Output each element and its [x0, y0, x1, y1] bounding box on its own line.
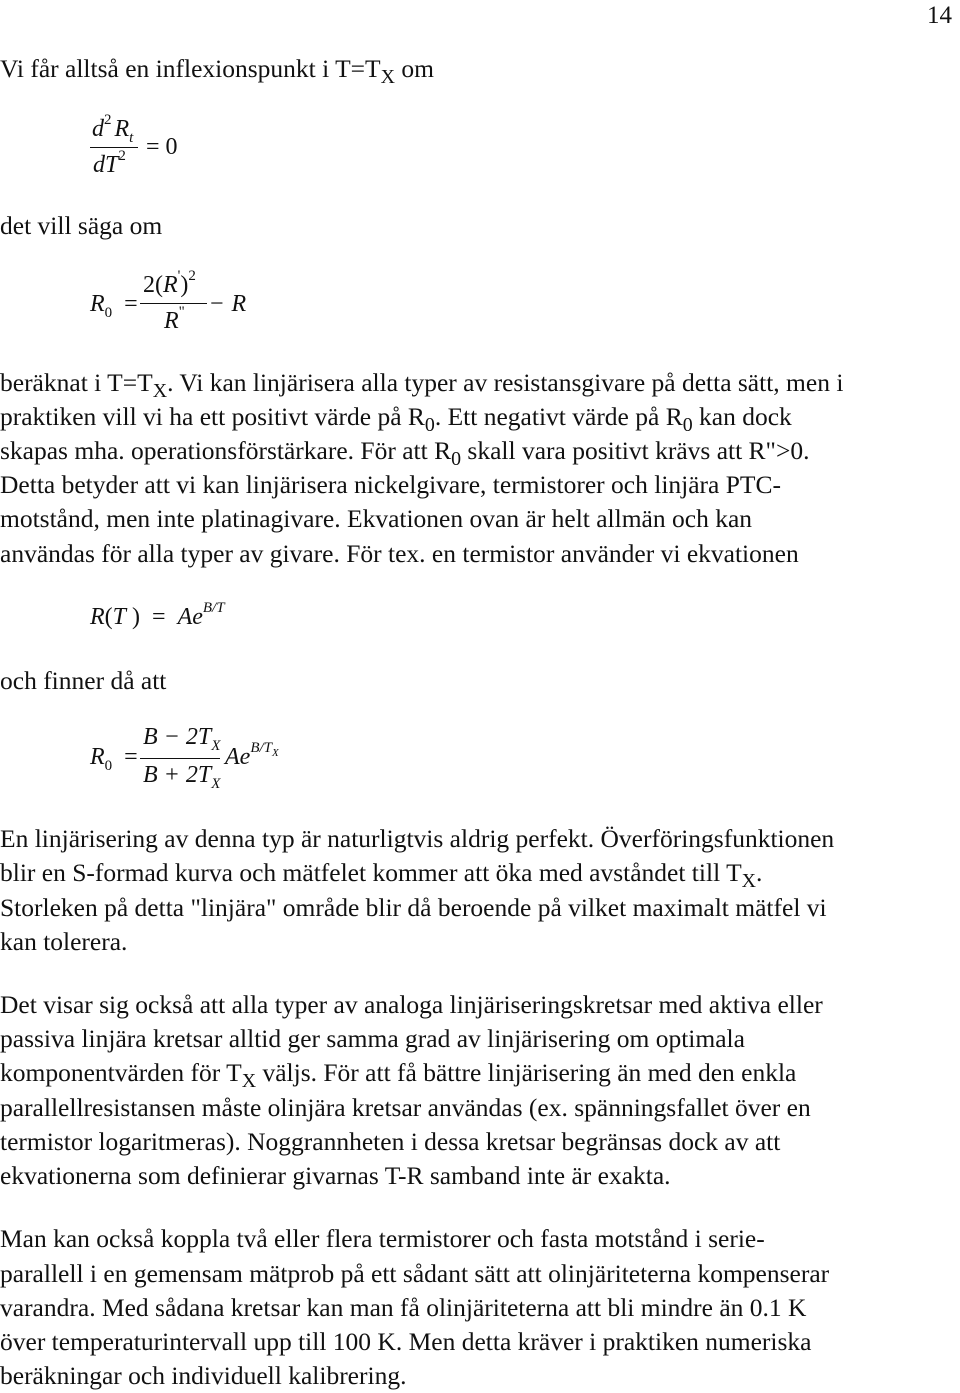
p5-line-3: Storleken på detta "linjära" område blir då beroende på vilket maximalt mätfel vi	[0, 893, 827, 922]
and-find-line: och finner då att	[0, 666, 167, 695]
p5-line-4: kan tolerera.	[0, 927, 128, 956]
p6-line-2: passiva linjära kretsar alltid ger samma grad av linjärisering om optimala	[0, 1024, 745, 1053]
p6-line-5: termistor logaritmeras). Noggrannheten i dessa kretsar begränsas dock av att	[0, 1127, 781, 1156]
p3-line-1: beräknat i $T=T_X$. Vi kan linjärisera alla typer av resistansgivare på detta sätt, men i	[0, 368, 844, 402]
eq2-fraction-bar	[140, 303, 207, 304]
p3-line-6: användas för alla typer av givare. För tex. en termistor använder vi ekvationen	[0, 539, 799, 568]
p3-line-5: motstånd, men inte platinagivare. Ekvationen ovan är helt allmän och kan	[0, 504, 753, 533]
p7-line-5: beräkningar och individuell kalibrering.	[0, 1361, 407, 1390]
p6-line-1: Det visar sig också att alla typer av analoga linjäriseringskretsar med aktiva eller	[0, 990, 823, 1019]
inflection-intro-line: Vi får alltså en inflexionspunkt i $T=T_X$ om	[0, 54, 434, 88]
eq4-fraction-bar	[140, 758, 220, 759]
p7-line-2: parallell i en gemensam mätprob på ett sådant sätt att olinjäriteterna kompenserar	[0, 1259, 830, 1288]
p3-line-4: Detta betyder att vi kan linjärisera nickelgivare, termistorer och linjära PTC-	[0, 470, 781, 499]
eq4-lhs: $R_0$ =	[90, 744, 138, 774]
page-number: 14	[927, 2, 952, 29]
p5-line-1: En linjärisering av denna typ är naturligtvis aldrig perfekt. Överföringsfunktionen	[0, 824, 835, 853]
eq2-lhs: $R_0$ =	[90, 291, 138, 321]
eq1-numerator: $d^2$ $R_t$	[92, 112, 134, 146]
eq2-numerator: $2(R')^2$	[143, 268, 196, 298]
eq1-rhs: = 0	[146, 134, 178, 160]
p6-line-3: komponentvärden för $T_X$ väljs. För att få bättre linjärisering än med den enkla	[0, 1058, 797, 1092]
p7-line-4: över temperaturintervall upp till 100 K. Men detta kräver i praktiken numeriska	[0, 1327, 812, 1356]
eq4-denominator: $B + 2T_X$	[143, 762, 221, 792]
eq1-denominator: $dT^2$	[93, 148, 126, 178]
p7-line-1: Man kan också koppla två eller flera termistorer och fasta motstånd i serie-	[0, 1224, 765, 1253]
p3-line-2: praktiken vill vi ha ett positivt värde på $R_0$. Ett negativt värde på $R_0$ kan dock	[0, 402, 792, 436]
p3-line-3: skapas mha. operationsförstärkare. För att $R_0$ skall vara positivt krävs att R">0.	[0, 436, 810, 470]
p6-line-6: ekvationerna som definierar givarnas T-R samband inte är exakta.	[0, 1161, 671, 1190]
eq3-expression: R(T ) = $Ae^{B/T}$	[90, 600, 225, 630]
eq2-tail: − R	[210, 291, 247, 317]
p7-line-3: varandra. Med sådana kretsar kan man få olinjäriteterna att bli mindre än 0.1 K	[0, 1293, 807, 1322]
p5-line-2: blir en S-formad kurva och mätfelet kommer att öka med avståndet till $T_X$.	[0, 858, 763, 892]
eq4-exponential: $Ae^{B/TX}$	[225, 740, 279, 770]
that-is-line: det vill säga om	[0, 211, 163, 240]
eq2-denominator: R"	[164, 304, 185, 334]
p6-line-4: parallellresistansen måste olinjära kretsar användas (ex. spänningsfallet över en	[0, 1093, 811, 1122]
eq1-fraction-bar	[90, 147, 138, 148]
eq4-numerator: $B - 2T_X$	[143, 724, 221, 754]
